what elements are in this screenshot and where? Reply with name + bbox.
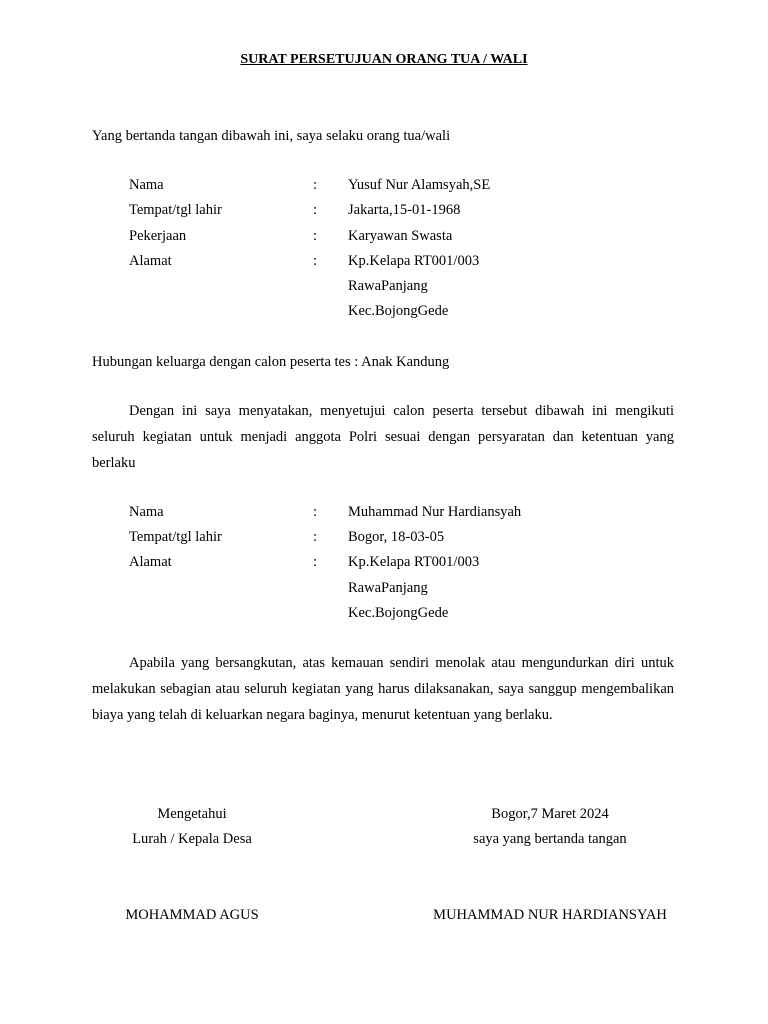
candidate-address-row-3	[0, 605, 768, 625]
colon: :	[313, 504, 318, 520]
left-signature-name: MOHAMMAD AGUS	[125, 907, 259, 923]
intro-text: Yang bertanda tangan dibawah ini, saya selaku orang tua/wali	[92, 128, 451, 144]
parent-address-line1: Kp.Kelapa RT001/003	[348, 253, 480, 269]
document-title: SURAT PERSETUJUAN ORANG TUA / WALI	[240, 52, 528, 67]
parent-job-value: Karyawan Swasta	[348, 228, 453, 244]
statement-paragraph: Dengan ini saya menyatakan, menyetujui calon peserta tersebut dibawah ini mengikuti seluruh kegiatan untuk menjadi anggota Polri sesuai dengan persyaratan dan ketentuan yang berlaku	[92, 403, 674, 471]
candidate-name-row	[0, 504, 768, 524]
candidate-birth-row	[0, 529, 768, 549]
parent-address-label: Alamat	[129, 253, 172, 269]
colon: :	[313, 554, 318, 570]
candidate-address-row	[0, 554, 768, 574]
parent-name-label: Nama	[129, 177, 164, 193]
candidate-address-line3: Kec.BojongGede	[348, 605, 449, 621]
right-signature-line1: Bogor,7 Maret 2024	[491, 806, 609, 822]
parent-birth-value: Jakarta,15-01-1968	[348, 202, 461, 218]
colon: :	[313, 253, 318, 269]
relation-text: Hubungan keluarga dengan calon peserta tes : Anak Kandung	[92, 354, 450, 370]
parent-job-row	[0, 228, 768, 248]
candidate-address-row-2	[0, 580, 768, 600]
parent-name-row	[0, 177, 768, 197]
parent-address-row-2	[0, 278, 768, 298]
colon: :	[313, 177, 318, 193]
candidate-address-line2: RawaPanjang	[348, 580, 428, 596]
candidate-name-label: Nama	[129, 504, 164, 520]
parent-address-line2: RawaPanjang	[348, 278, 428, 294]
closing-paragraph: Apabila yang bersangkutan, atas kemauan sendiri menolak atau mengundurkan diri untuk melakukan sebagian atau seluruh kegiatan yang harus dilaksanakan, saya sanggup mengembalikan biaya yang telah di keluarkan negara baginya, menurut ketentuan yang berlaku.	[92, 655, 674, 723]
left-signature-line1: Mengetahui	[157, 806, 227, 822]
candidate-birth-label: Tempat/tgl lahir	[129, 529, 222, 545]
parent-birth-label: Tempat/tgl lahir	[129, 202, 222, 218]
candidate-address-label: Alamat	[129, 554, 172, 570]
colon: :	[313, 529, 318, 545]
candidate-birth-value: Bogor, 18-03-05	[348, 529, 445, 545]
parent-birth-row	[0, 202, 768, 222]
right-signature-name: MUHAMMAD NUR HARDIANSYAH	[433, 907, 667, 923]
right-signature-line2: saya yang bertanda tangan	[473, 831, 627, 847]
colon: :	[313, 228, 318, 244]
left-signature-line2: Lurah / Kepala Desa	[132, 831, 252, 847]
candidate-address-line1: Kp.Kelapa RT001/003	[348, 554, 480, 570]
parent-address-row	[0, 253, 768, 273]
candidate-name-value: Muhammad Nur Hardiansyah	[348, 504, 522, 520]
colon: :	[313, 202, 318, 218]
parent-address-line3: Kec.BojongGede	[348, 303, 449, 319]
parent-name-value: Yusuf Nur Alamsyah,SE	[348, 177, 491, 193]
parent-job-label: Pekerjaan	[129, 228, 187, 244]
parent-address-row-3	[0, 303, 768, 323]
